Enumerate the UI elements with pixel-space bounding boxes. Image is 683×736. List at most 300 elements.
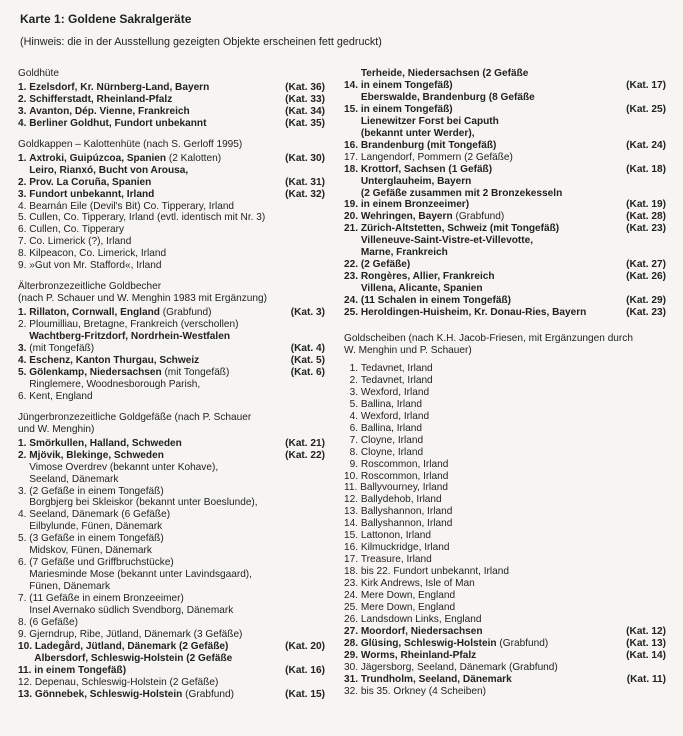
item-text-plain: Borgbjerg bei Skleiskor (bekannt unter Boeslunde), Seeland, Dänemark (6 Gefäße)	[29, 497, 258, 521]
item-number: 2.	[18, 319, 30, 331]
item-text-plain: Eilbylunde, Fünen, Dänemark (3 Gefäße in einem Tongefäß)	[29, 521, 164, 545]
item-text-plain: (Grabfund)	[159, 307, 212, 319]
item-number: 6.	[344, 422, 361, 434]
item-number: 10.	[18, 640, 35, 652]
list-item	[18, 653, 325, 677]
catalog-ref: (Kat. 12)	[626, 625, 666, 637]
list-item	[344, 116, 666, 152]
item-text-plain: Jägersborg, Seeland, Dänemark (Grabfund)	[360, 661, 558, 673]
item-number: 27.	[344, 625, 361, 637]
section-heading: Goldhüte	[18, 68, 59, 79]
item-text-plain: Mere Down, England	[360, 601, 456, 613]
item-text-bold: Wachtberg-Fritzdorf, Nordrhein-Westfalen	[29, 331, 230, 343]
list-item	[344, 447, 666, 459]
item-number: 1.	[18, 81, 30, 93]
item-text-bold: Trundholm, Seeland, Dänemark	[360, 673, 512, 685]
item-text-plain: Bearnán Eile (Devil's Bit) Co. Tipperary, Irland	[29, 200, 235, 212]
catalog-ref: (Kat. 17)	[626, 79, 666, 91]
item-number: 4.	[18, 354, 30, 366]
item-text-plain: Landsdown Links, England	[360, 613, 482, 625]
item-text-plain: Roscommon, Irland	[360, 458, 449, 470]
item-text-plain: Ballyshannon, Irland	[360, 518, 453, 530]
list-item	[344, 211, 666, 223]
section-goldkappen	[18, 139, 325, 272]
item-text-plain: Tedavnet, Irland	[360, 374, 433, 386]
item-text-plain: Cloyne, Irland	[360, 446, 424, 458]
list-item	[344, 482, 666, 494]
item-text	[361, 152, 660, 164]
item-text-bold: Avanton, Dép. Vienne, Frankreich	[29, 105, 190, 117]
item-text-plain: Ploumilliau, Bretagne, Frankreich (verschollen)	[29, 319, 239, 331]
item-text-plain: Depenau, Schleswig-Holstein (2 Gefäße)	[34, 676, 219, 688]
item-text-bold: Moordorf, Niedersachsen	[360, 625, 483, 637]
item-text-plain: Gjerndrup, Ribe, Jütland, Dänemark (3 Gefäße)	[29, 628, 243, 640]
section-heading: Goldscheiben (nach K.H. Jacob-Friesen, mit Ergänzungen durch W. Menghin und P. Schauer)	[344, 333, 633, 356]
item-text	[361, 223, 620, 235]
item-number: 7.	[18, 593, 30, 605]
list-item	[18, 569, 325, 605]
list-item	[344, 375, 666, 387]
item-text	[361, 674, 621, 686]
list-item	[18, 82, 325, 94]
list-item	[18, 689, 325, 701]
item-text	[29, 462, 319, 498]
list-item	[344, 662, 666, 674]
item-number: 11.	[18, 664, 35, 676]
list-item	[18, 118, 325, 130]
item-number: 17.	[344, 554, 361, 566]
list-item	[18, 248, 325, 260]
item-number: 4.	[344, 410, 361, 422]
section-goldgefaesse-continued	[344, 68, 666, 319]
item-number: 18.	[344, 163, 361, 175]
item-number: 6.	[18, 224, 30, 236]
catalog-ref: (Kat. 24)	[626, 139, 666, 151]
list-item	[344, 614, 666, 626]
item-text-bold: Albersdorf, Schleswig-Holstein (2 Gefäße in einem Tongefäß)	[34, 652, 233, 676]
item-number: 3.	[344, 386, 361, 398]
item-number: 6.	[18, 390, 30, 402]
catalog-ref: (Kat. 6)	[290, 366, 325, 378]
page-title: Karte 1: Goldene Sakralgeräte	[20, 12, 192, 26]
item-number: 2.	[344, 374, 361, 386]
item-text	[361, 283, 620, 307]
item-text-plain: (Grabfund)	[496, 637, 549, 649]
item-text-plain: Roscommon, Irland	[360, 470, 449, 482]
item-text	[29, 94, 279, 106]
list-item	[18, 462, 325, 498]
list-item	[344, 674, 666, 686]
catalog-ref: (Kat. 30)	[285, 152, 325, 164]
list-item	[18, 165, 325, 189]
item-number: 25.	[344, 601, 361, 613]
list-item	[18, 224, 325, 236]
item-number: 2.	[18, 93, 30, 105]
catalog-ref: (Kat. 32)	[285, 188, 325, 200]
item-text-bold: Gönnebek, Schleswig-Holstein	[34, 688, 183, 700]
item-text	[361, 375, 660, 387]
list-item	[18, 236, 325, 248]
item-text-bold: Villeneuve-Saint-Vistre-et-Villevotte, Marne, Frankreich (2 Gefäße)	[360, 235, 534, 271]
catalog-ref: (Kat. 25)	[626, 103, 666, 115]
list-item	[18, 438, 325, 450]
item-number: 18.	[344, 566, 361, 578]
item-number: 17.	[344, 151, 361, 163]
catalog-ref: (Kat. 23)	[626, 307, 666, 319]
item-number: 1.	[344, 362, 361, 374]
item-number: 22.	[344, 259, 361, 271]
item-text	[361, 530, 660, 542]
list-item	[18, 629, 325, 641]
list-item	[344, 686, 666, 698]
item-number: 25.	[344, 307, 361, 319]
list-item	[344, 423, 666, 435]
item-text-bold: Glüsing, Schleswig-Holstein	[360, 637, 497, 649]
list-item	[344, 638, 666, 650]
item-number: 3.	[18, 105, 30, 117]
item-text	[29, 224, 319, 236]
catalog-ref: (Kat. 29)	[626, 295, 666, 307]
list-item	[344, 387, 666, 399]
item-number: 14.	[344, 518, 361, 530]
item-text-plain: Kilpeacon, Co. Limerick, Irland	[29, 248, 167, 260]
list-item	[344, 223, 666, 235]
item-text-plain: Kilmuckridge, Irland	[360, 542, 450, 554]
item-text-plain: bis 22. Fundort unbekannt, Irland	[360, 566, 509, 578]
item-text-plain: Lattonon, Irland	[360, 530, 431, 542]
list-item	[344, 92, 666, 116]
item-text-plain: Tedavnet, Irland	[360, 362, 433, 374]
list-item	[344, 650, 666, 662]
list-item	[344, 518, 666, 530]
item-text-plain: Ballina, Irland	[360, 422, 423, 434]
section-goldgefaesse	[18, 412, 325, 701]
catalog-ref: (Kat. 22)	[285, 449, 325, 461]
item-text	[29, 331, 285, 355]
list-item	[344, 164, 666, 176]
item-number: 24.	[344, 295, 361, 307]
item-text	[29, 379, 319, 403]
item-text	[361, 68, 620, 92]
catalog-ref: (Kat. 20)	[285, 640, 325, 652]
item-number: 4.	[18, 200, 30, 212]
item-text-plain: Ballydehob, Irland	[360, 494, 442, 506]
item-text	[29, 569, 319, 605]
list-item	[344, 176, 666, 212]
list-item	[18, 521, 325, 545]
item-text-bold: Berliner Goldhut, Fundort unbekannt	[29, 117, 207, 129]
item-number: 7.	[18, 236, 30, 248]
item-text	[29, 355, 285, 367]
item-number: 9.	[344, 458, 361, 470]
list-item	[344, 283, 666, 307]
list-item	[344, 459, 666, 471]
item-text	[361, 399, 660, 411]
list-item	[18, 545, 325, 569]
item-text	[29, 236, 319, 248]
item-text-plain: Insel Avernako südlich Svendborg, Dänemark (6 Gefäße)	[29, 605, 234, 628]
item-number: 13.	[18, 688, 35, 700]
item-text	[361, 363, 660, 375]
item-text-plain: Wexford, Irland	[360, 410, 430, 422]
item-text	[35, 677, 319, 689]
entry-list	[18, 153, 325, 273]
list-item	[18, 189, 325, 201]
item-text-bold: Leiro, Rianxó, Bucht von Arousa, Prov. La Coruña, Spanien	[29, 164, 189, 188]
item-text	[361, 271, 620, 283]
list-item	[344, 578, 666, 590]
item-number: 20.	[344, 211, 361, 223]
item-text-plain: »Gut von Mr. Stafford«, Irland	[29, 260, 162, 272]
catalog-ref: (Kat. 19)	[626, 199, 666, 211]
list-item	[18, 212, 325, 224]
item-number: 15.	[344, 103, 361, 115]
item-text-plain: (2 Kalotten)	[166, 152, 222, 164]
item-text	[361, 578, 660, 590]
item-text-bold: Villena, Alicante, Spanien (11 Schalen in einem Tongefäß)	[360, 283, 511, 307]
list-item	[344, 494, 666, 506]
item-text	[29, 438, 279, 450]
item-text	[361, 471, 660, 483]
item-text	[361, 650, 620, 662]
item-text	[360, 482, 660, 494]
list-item	[18, 260, 325, 272]
item-text	[29, 307, 285, 319]
item-text	[361, 506, 660, 518]
item-text-bold: Wehringen, Bayern	[360, 211, 453, 223]
section-goldscheiben	[344, 333, 666, 698]
list-item	[344, 566, 666, 578]
item-text	[361, 518, 660, 530]
catalog-ref: (Kat. 27)	[626, 259, 666, 271]
item-text	[29, 106, 279, 118]
catalog-ref: (Kat. 16)	[285, 664, 325, 676]
item-text-plain: (mit Tongefäß)	[161, 366, 230, 378]
item-number: 16.	[344, 139, 361, 151]
list-item	[18, 106, 325, 118]
item-text	[361, 176, 620, 212]
catalog-ref: (Kat. 35)	[285, 117, 325, 129]
item-text	[361, 662, 660, 674]
item-number: 9.	[18, 628, 30, 640]
item-text-bold: Lienewitzer Forst bei Caputh (bekannt unter Werder), Brandenburg (mit Tongefäß)	[360, 115, 499, 151]
list-item	[18, 331, 325, 355]
item-text	[361, 447, 660, 459]
item-text	[29, 497, 319, 521]
catalog-ref: (Kat. 4)	[290, 343, 325, 355]
item-number: 3.	[18, 485, 30, 497]
list-item	[18, 319, 325, 331]
item-text	[29, 212, 319, 224]
item-number: 29.	[344, 649, 361, 661]
item-text	[29, 545, 319, 569]
list-item	[18, 307, 325, 319]
list-item	[344, 435, 666, 447]
item-text	[29, 189, 279, 201]
item-text-bold: Rongères, Allier, Frankreich	[360, 271, 495, 283]
item-text	[29, 605, 319, 629]
list-item	[344, 554, 666, 566]
list-item	[344, 363, 666, 375]
item-number: 2.	[18, 449, 30, 461]
item-number: 8.	[18, 616, 30, 628]
catalog-ref: (Kat. 36)	[285, 81, 325, 93]
item-text-plain: (Grabfund)	[452, 211, 505, 223]
item-text	[361, 116, 620, 152]
item-text-bold: Mjövik, Blekinge, Schweden	[29, 449, 164, 461]
item-number: 3.	[18, 188, 30, 200]
catalog-ref: (Kat. 3)	[290, 307, 325, 319]
item-text	[35, 641, 279, 653]
catalog-ref: (Kat. 23)	[626, 223, 666, 235]
section-goldbecher	[18, 281, 325, 403]
item-number: 9.	[18, 260, 30, 272]
list-item	[18, 497, 325, 521]
item-text	[361, 542, 660, 554]
item-text	[361, 459, 660, 471]
item-number: 12.	[344, 494, 361, 506]
item-number: 24.	[344, 590, 361, 602]
item-number: 23.	[344, 578, 361, 590]
item-text	[361, 411, 660, 423]
left-column	[18, 68, 325, 710]
item-number: 5.	[18, 366, 30, 378]
catalog-ref: (Kat. 11)	[626, 673, 666, 685]
list-item	[344, 235, 666, 271]
item-text-plain: bis 35. Orkney (4 Scheiben)	[360, 685, 486, 697]
entry-list	[18, 307, 325, 403]
item-number: 8.	[344, 446, 361, 458]
entry-list	[344, 363, 666, 698]
section-heading: Älterbronzezeitliche Goldbecher (nach P. Schauer und W. Menghin 1983 mit Ergänzung)	[18, 281, 267, 305]
item-text-bold: Krottorf, Sachsen (1 Gefäß)	[360, 163, 493, 175]
item-number: 21.	[344, 223, 361, 235]
item-text-bold: Heroldingen-Huisheim, Kr. Donau-Ries, Bayern	[360, 307, 587, 319]
item-text	[34, 653, 279, 677]
item-text-plain: (mit Tongefäß)	[29, 343, 95, 355]
list-item	[344, 399, 666, 411]
item-text-plain: Mariesminde Mose (bekannt unter Lavindsgaard), Fünen, Dänemark (11 Gefäße in einem Bronzeeimer)	[29, 569, 252, 605]
catalog-ref: (Kat. 21)	[285, 437, 325, 449]
item-text-bold: Fundort unbekannt, Irland	[29, 188, 155, 200]
list-item	[18, 641, 325, 653]
item-text-bold: Smörkullen, Halland, Schweden	[29, 437, 182, 449]
item-text	[361, 307, 620, 319]
item-text	[361, 614, 660, 626]
entry-list	[344, 68, 666, 319]
item-text	[361, 686, 660, 698]
item-text	[361, 494, 660, 506]
item-number: 4.	[18, 117, 30, 129]
item-text-bold: Ladegård, Jütland, Dänemark (2 Gefäße)	[34, 640, 229, 652]
item-number: 5.	[18, 533, 30, 545]
item-text-bold: Schifferstadt, Rheinland-Pfalz	[29, 93, 173, 105]
item-text-plain: (Grabfund)	[182, 688, 234, 700]
item-text	[29, 248, 319, 260]
item-text-plain: Langendorf, Pommern (2 Gefäße)	[360, 151, 513, 163]
list-item	[344, 307, 666, 319]
item-text-plain: Co. Limerick (?), Irland	[29, 236, 132, 248]
item-number: 1.	[18, 437, 30, 449]
item-text	[29, 82, 279, 94]
item-text	[35, 689, 279, 701]
catalog-ref: (Kat. 31)	[285, 176, 325, 188]
catalog-ref: (Kat. 18)	[626, 163, 666, 175]
item-text-plain: Cullen, Co. Tipperary, Irland (evtl. identisch mit Nr. 3)	[29, 212, 266, 224]
list-item	[18, 367, 325, 379]
item-text	[361, 435, 660, 447]
item-text	[29, 450, 279, 462]
item-text-bold: Unterglauheim, Bayern (2 Gefäße zusammen mit 2 Bronzekesseln in einem Bronzeeimer)	[360, 175, 563, 211]
item-text-plain: Ballyvourney, Irland	[360, 482, 448, 494]
list-item	[18, 153, 325, 165]
list-item	[18, 605, 325, 629]
list-item	[344, 68, 666, 92]
item-number: 1.	[18, 307, 30, 319]
catalog-ref: (Kat. 28)	[626, 211, 666, 223]
item-text	[361, 235, 620, 271]
item-text	[29, 521, 319, 545]
item-number: 3.	[18, 343, 30, 355]
item-text-plain: Vimose Overdrev (bekannt unter Kohave), Seeland, Dänemark (2 Gefäße in einem Tongefäß)	[29, 461, 219, 497]
item-number: 32.	[344, 685, 361, 697]
item-text	[29, 118, 279, 130]
item-text-bold: Rillaton, Cornwall, England	[29, 307, 160, 319]
item-number: 2.	[18, 176, 30, 188]
item-text-plain: Cloyne, Irland	[360, 434, 424, 446]
list-item	[344, 542, 666, 554]
item-number: 28.	[344, 637, 361, 649]
list-item	[344, 271, 666, 283]
item-number: 4.	[18, 509, 30, 521]
list-item	[18, 379, 325, 403]
list-item	[344, 590, 666, 602]
section-heading: Jüngerbronzezeitliche Goldgefäße (nach P. Schauer und W. Menghin)	[18, 411, 252, 435]
list-item	[18, 94, 325, 106]
item-text-bold: Axtroki, Guipúzcoa, Spanien	[29, 152, 167, 164]
item-number: 5.	[18, 212, 30, 224]
item-text	[361, 638, 620, 650]
item-number: 13.	[344, 506, 361, 518]
list-item	[344, 530, 666, 542]
item-text	[361, 554, 660, 566]
entry-list	[18, 82, 325, 130]
item-number: 5.	[344, 398, 361, 410]
item-text-plain: Kirk Andrews, Isle of Man	[360, 578, 475, 590]
item-number: 30.	[344, 661, 361, 673]
list-item	[18, 355, 325, 367]
item-text-bold: Zürich-Altstetten, Schweiz (mit Tongefäß)	[360, 223, 560, 235]
list-item	[18, 201, 325, 213]
list-item	[344, 152, 666, 164]
list-item	[344, 626, 666, 638]
item-text-plain: Ballina, Irland	[360, 398, 423, 410]
item-text	[29, 260, 319, 272]
item-number: 11.	[344, 482, 361, 494]
item-text-bold: Gölenkamp, Niedersachsen	[29, 366, 162, 378]
item-text	[361, 423, 660, 435]
right-column	[344, 68, 666, 707]
item-text-plain: Midskov, Fünen, Dänemark (7 Gefäße und Griffbruchstücke)	[29, 545, 174, 569]
item-text	[29, 367, 285, 379]
catalog-ref: (Kat. 14)	[626, 649, 666, 661]
section-heading: Goldkappen – Kalottenhüte (nach S. Gerloff 1995)	[18, 138, 243, 150]
page-note: (Hinweis: die in der Ausstellung gezeigten Objekte erscheinen fett gedruckt)	[20, 36, 382, 48]
item-text	[29, 629, 319, 641]
item-number: 12.	[18, 676, 35, 688]
item-number: 14.	[344, 79, 361, 91]
catalog-ref: (Kat. 26)	[626, 271, 666, 283]
